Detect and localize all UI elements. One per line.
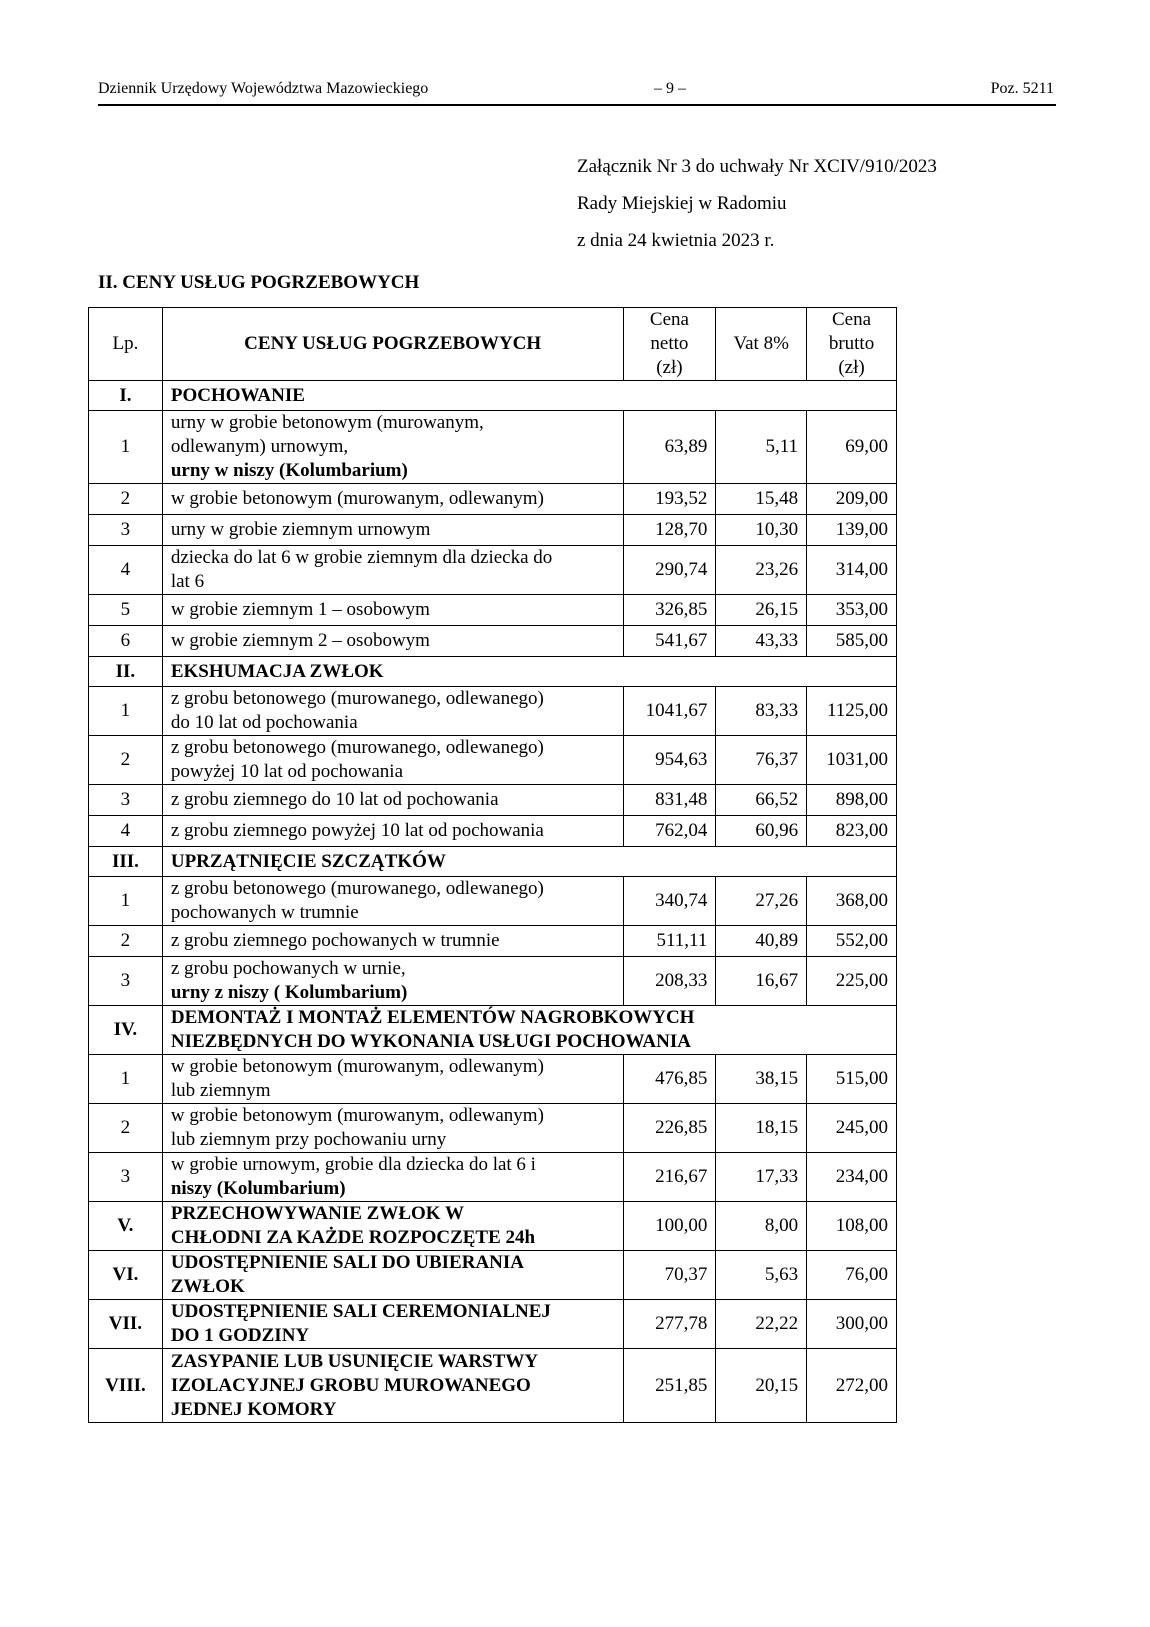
row-brutto: 209,00	[807, 484, 897, 515]
row-brutto: 108,00	[807, 1202, 897, 1251]
table-row	[89, 515, 897, 546]
row-brutto: 585,00	[807, 626, 897, 657]
row-brutto: 515,00	[807, 1055, 897, 1104]
section-title-cell: UPRZĄTNIĘCIE SZCZĄTKÓW	[162, 847, 896, 877]
header-lp: Lp.	[89, 308, 163, 381]
table-header-row	[89, 308, 897, 381]
row-description: dziecka do lat 6 w grobie ziemnym dla dziecka do lat 6	[162, 546, 623, 595]
section-number: V.	[89, 1202, 163, 1251]
row-lp: 3	[89, 785, 163, 816]
row-description: z grobu pochowanych w urnie, urny z niszy ( Kolumbarium)	[162, 957, 623, 1006]
row-lp: 1	[89, 877, 163, 926]
row-vat: 66,52	[716, 785, 807, 816]
row-netto: 954,63	[623, 736, 716, 785]
table-row	[89, 411, 897, 484]
section-row	[89, 1006, 897, 1055]
row-description: w grobie betonowym (murowanym, odlewanym) lub ziemnym	[162, 1055, 623, 1104]
table-row	[89, 595, 897, 626]
row-lp: 2	[89, 484, 163, 515]
row-lp: 3	[89, 957, 163, 1006]
header-netto: Cena netto (zł)	[623, 308, 716, 381]
table-row	[89, 957, 897, 1006]
row-lp: 6	[89, 626, 163, 657]
row-brutto: 353,00	[807, 595, 897, 626]
header-description: CENY USŁUG POGRZEBOWYCH	[162, 308, 623, 381]
journal-title: Dziennik Urzędowy Województwa Mazowieckiego	[98, 80, 429, 97]
row-brutto: 245,00	[807, 1104, 897, 1153]
section-title-cell: UDOSTĘPNIENIE SALI CEREMONIALNEJ DO 1 GODZINY	[162, 1300, 623, 1349]
row-netto: 216,67	[623, 1153, 716, 1202]
row-brutto: 552,00	[807, 926, 897, 957]
row-lp: 3	[89, 515, 163, 546]
row-netto: 511,11	[623, 926, 716, 957]
page-header	[98, 78, 1056, 106]
row-brutto: 69,00	[807, 411, 897, 484]
section-row-priced	[89, 1202, 897, 1251]
table-row	[89, 926, 897, 957]
row-vat: 83,33	[716, 687, 807, 736]
position-number: Poz. 5211	[990, 80, 1054, 97]
row-brutto: 368,00	[807, 877, 897, 926]
row-description: z grobu ziemnego powyżej 10 lat od pochowania	[162, 816, 623, 847]
page-number: – 9 –	[654, 80, 686, 97]
row-vat: 10,30	[716, 515, 807, 546]
row-brutto: 272,00	[807, 1349, 897, 1423]
row-netto: 251,85	[623, 1349, 716, 1423]
row-description: z grobu ziemnego pochowanych w trumnie	[162, 926, 623, 957]
row-netto: 290,74	[623, 546, 716, 595]
section-title-cell: PRZECHOWYWANIE ZWŁOK W CHŁODNI ZA KAŻDE ROZPOCZĘTE 24h	[162, 1202, 623, 1251]
row-vat: 27,26	[716, 877, 807, 926]
table-row	[89, 1104, 897, 1153]
row-lp: 1	[89, 411, 163, 484]
header-brutto: Cena brutto (zł)	[807, 308, 897, 381]
section-row	[89, 381, 897, 411]
row-description: w grobie ziemnym 1 – osobowym	[162, 595, 623, 626]
section-number: VII.	[89, 1300, 163, 1349]
row-brutto: 76,00	[807, 1251, 897, 1300]
row-brutto: 139,00	[807, 515, 897, 546]
section-title: II. CENY USŁUG POGRZEBOWYCH	[98, 272, 420, 293]
row-vat: 60,96	[716, 816, 807, 847]
attachment-line-3: z dnia 24 kwietnia 2023 r.	[577, 230, 775, 251]
section-number: VIII.	[89, 1349, 163, 1423]
attachment-note	[577, 148, 937, 259]
section-title-cell: UDOSTĘPNIENIE SALI DO UBIERANIA ZWŁOK	[162, 1251, 623, 1300]
section-number: II.	[89, 657, 163, 687]
row-netto: 277,78	[623, 1300, 716, 1349]
row-brutto: 1031,00	[807, 736, 897, 785]
table-row	[89, 626, 897, 657]
row-vat: 17,33	[716, 1153, 807, 1202]
section-number: I.	[89, 381, 163, 411]
row-brutto: 234,00	[807, 1153, 897, 1202]
section-number: III.	[89, 847, 163, 877]
row-vat: 16,67	[716, 957, 807, 1006]
row-description: urny w grobie betonowym (murowanym, odlewanym) urnowym, urny w niszy (Kolumbarium)	[162, 411, 623, 484]
table-row	[89, 546, 897, 595]
row-description: z grobu betonowego (murowanego, odlewanego) pochowanych w trumnie	[162, 877, 623, 926]
table-row	[89, 785, 897, 816]
section-row-priced	[89, 1300, 897, 1349]
row-vat: 76,37	[716, 736, 807, 785]
row-brutto: 1125,00	[807, 687, 897, 736]
row-lp: 1	[89, 687, 163, 736]
row-netto: 208,33	[623, 957, 716, 1006]
row-vat: 15,48	[716, 484, 807, 515]
section-title-cell: DEMONTAŻ I MONTAŻ ELEMENTÓW NAGROBKOWYCH NIEZBĘDNYCH DO WYKONANIA USŁUGI POCHOWANIA	[162, 1006, 896, 1055]
row-vat: 38,15	[716, 1055, 807, 1104]
row-lp: 2	[89, 736, 163, 785]
row-netto: 326,85	[623, 595, 716, 626]
attachment-line-2: Rady Miejskiej w Radomiu	[577, 193, 787, 214]
row-vat: 8,00	[716, 1202, 807, 1251]
row-lp: 3	[89, 1153, 163, 1202]
section-number: VI.	[89, 1251, 163, 1300]
section-row-priced	[89, 1251, 897, 1300]
row-vat: 26,15	[716, 595, 807, 626]
section-title-cell: ZASYPANIE LUB USUNIĘCIE WARSTWY IZOLACYJNEJ GROBU MUROWANEGO JEDNEJ KOMORY	[162, 1349, 623, 1423]
row-netto: 128,70	[623, 515, 716, 546]
row-vat: 43,33	[716, 626, 807, 657]
price-table	[88, 307, 897, 1423]
table-row	[89, 877, 897, 926]
row-brutto: 300,00	[807, 1300, 897, 1349]
row-vat: 18,15	[716, 1104, 807, 1153]
row-lp: 5	[89, 595, 163, 626]
row-netto: 63,89	[623, 411, 716, 484]
section-row	[89, 657, 897, 687]
table-row	[89, 736, 897, 785]
row-netto: 70,37	[623, 1251, 716, 1300]
row-vat: 40,89	[716, 926, 807, 957]
row-description: w grobie betonowym (murowanym, odlewanym)	[162, 484, 623, 515]
row-description: z grobu ziemnego do 10 lat od pochowania	[162, 785, 623, 816]
section-row	[89, 847, 897, 877]
row-description: w grobie urnowym, grobie dla dziecka do lat 6 i niszy (Kolumbarium)	[162, 1153, 623, 1202]
row-brutto: 225,00	[807, 957, 897, 1006]
header-vat: Vat 8%	[716, 308, 807, 381]
table-row	[89, 1055, 897, 1104]
section-row-priced	[89, 1349, 897, 1423]
row-netto: 226,85	[623, 1104, 716, 1153]
section-title-cell: POCHOWANIE	[162, 381, 896, 411]
row-lp: 2	[89, 1104, 163, 1153]
table-row	[89, 1153, 897, 1202]
table-row	[89, 687, 897, 736]
row-netto: 340,74	[623, 877, 716, 926]
attachment-line-1: Załącznik Nr 3 do uchwały Nr XCIV/910/2023	[577, 156, 937, 177]
row-vat: 20,15	[716, 1349, 807, 1423]
table-row	[89, 816, 897, 847]
row-netto: 541,67	[623, 626, 716, 657]
row-description: urny w grobie ziemnym urnowym	[162, 515, 623, 546]
row-description: z grobu betonowego (murowanego, odlewanego) powyżej 10 lat od pochowania	[162, 736, 623, 785]
row-description: w grobie betonowym (murowanym, odlewanym) lub ziemnym przy pochowaniu urny	[162, 1104, 623, 1153]
row-vat: 23,26	[716, 546, 807, 595]
row-brutto: 314,00	[807, 546, 897, 595]
row-brutto: 823,00	[807, 816, 897, 847]
row-brutto: 898,00	[807, 785, 897, 816]
row-netto: 100,00	[623, 1202, 716, 1251]
row-netto: 762,04	[623, 816, 716, 847]
row-vat: 5,63	[716, 1251, 807, 1300]
table-row	[89, 484, 897, 515]
row-netto: 476,85	[623, 1055, 716, 1104]
row-description: z grobu betonowego (murowanego, odlewanego) do 10 lat od pochowania	[162, 687, 623, 736]
row-lp: 1	[89, 1055, 163, 1104]
section-number: IV.	[89, 1006, 163, 1055]
row-lp: 4	[89, 546, 163, 595]
row-vat: 22,22	[716, 1300, 807, 1349]
row-netto: 1041,67	[623, 687, 716, 736]
row-description: w grobie ziemnym 2 – osobowym	[162, 626, 623, 657]
row-netto: 831,48	[623, 785, 716, 816]
row-lp: 4	[89, 816, 163, 847]
section-title-cell: EKSHUMACJA ZWŁOK	[162, 657, 896, 687]
row-vat: 5,11	[716, 411, 807, 484]
row-lp: 2	[89, 926, 163, 957]
row-netto: 193,52	[623, 484, 716, 515]
